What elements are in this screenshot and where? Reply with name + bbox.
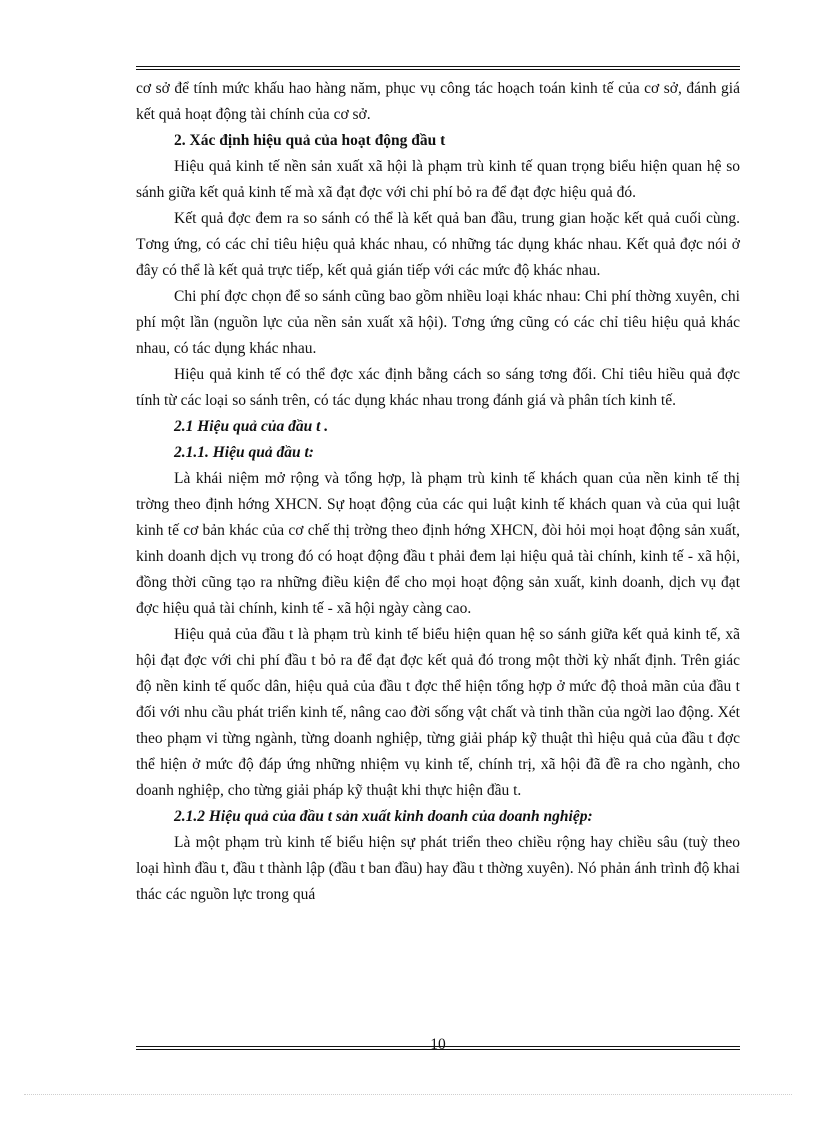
- page-body: [136, 76, 740, 908]
- paragraph: Là khái niệm mở rộng và tổng hợp, là phạm trù kinh tế khách quan của nền kinh tế thị trờng theo định hớng XHCN. Sự hoạt động của các qui luật kinh tế khách quan và của qui luật kinh tế cơ bản khác của cơ chế thị trờng theo định hớng XHCN, đòi hỏi mọi hoạt động sản xuất, kinh doanh dịch vụ trong đó có hoạt động đầu t phải đem lại hiệu quả tài chính, kinh tế - xã hội, đồng thời cũng tạo ra những điều kiện để cho mọi hoạt động sản xuất, kinh doanh, dịch vụ đạt đợc hiệu quả tài chính, kinh tế - xã hội ngày càng cao.: [136, 470, 740, 617]
- footer-rule: [136, 1036, 740, 1058]
- paragraph: Hiệu quả kinh tế có thể đợc xác định bằng cách so sáng tơng đối. Chỉ tiêu hiều quả đợc tính từ các loại so sánh trên, có tác dụng khác nhau trong đánh giá và phân tích kinh tế.: [136, 366, 740, 409]
- paragraph: Kết quả đợc đem ra so sánh có thể là kết quả ban đầu, trung gian hoặc kết quả cuối cùng. Tơng ứng, có các chỉ tiêu hiệu quả khác nhau, có những tác dụng khác nhau. Kết quả đợc nói ở đây có thể là kết quả trực tiếp, kết quả gián tiếp với các mức độ khác nhau.: [136, 210, 740, 279]
- paragraph: Là một phạm trù kinh tế biểu hiện sự phát triển theo chiều rộng hay chiều sâu (tuỳ theo loại hình đầu t, đầu t thành lập (đầu t ban đầu) hay đầu t thờng xuyên). Nó phản ánh trình độ khai thác các nguồn lực trong quá: [136, 834, 740, 903]
- section-heading-2: 2. Xác định hiệu quả của hoạt động đầu t: [174, 132, 446, 149]
- paragraph: Hiệu quả kinh tế nền sản xuất xã hội là phạm trù kinh tế quan trọng biểu hiện quan hệ so sánh giữa kết quả kinh tế mà xã đạt đợc với chi phí bỏ ra để đạt đợc hiệu quả đó.: [136, 158, 740, 201]
- page-number: 10: [430, 1036, 446, 1053]
- paragraph-continuation: cơ sở để tính mức khấu hao hàng năm, phục vụ công tác hoạch toán kinh tế của cơ sở, đánh giá kết quả hoạt động tài chính của cơ sở.: [136, 80, 740, 123]
- header-rule: [136, 66, 740, 70]
- paragraph: Chi phí đợc chọn để so sánh cũng bao gồm nhiều loại khác nhau: Chi phí thờng xuyên, chi phí một lần (nguồn lực của nền sản xuất xã hội). Tơng ứng cũng có các chỉ tiêu hiệu quả khác nhau, có tác dụng khác nhau.: [136, 288, 740, 357]
- subsection-heading-2-1-1: 2.1.1. Hiệu quả đầu t:: [174, 444, 314, 461]
- paragraph: Hiệu quả của đầu t là phạm trù kinh tế biểu hiện quan hệ so sánh giữa kết quả kinh tế, xã hội đạt đợc với chi phí đầu t bỏ ra để đạt đợc kết quả đó trong một thời kỳ nhất định. Trên giác độ nền kinh tế quốc dân, hiệu quả của đầu t đợc thể hiện tổng hợp ở mức độ thoả mãn của đầu t đối với nhu cầu phát triển kinh tế, nâng cao đời sống vật chất và tinh thần của ngời lao động. Xét theo phạm vi từng ngành, từng doanh nghiệp, từng giải pháp kỹ thuật thì hiệu quả của đầu t đợc thể hiện ở mức độ đáp ứng những nhiệm vụ kinh tế, chính trị, xã hội đã đề ra cho ngành, cho doanh nghiệp, cho từng giải pháp kỹ thuật khi thực hiện đầu t.: [136, 626, 740, 799]
- subsection-heading-2-1: 2.1 Hiệu quả của đầu t .: [174, 418, 329, 435]
- subsection-heading-2-1-2: 2.1.2 Hiệu quả của đầu t sản xuất kinh doanh của doanh nghiệp:: [174, 808, 593, 825]
- page-bottom-border: [24, 1094, 792, 1095]
